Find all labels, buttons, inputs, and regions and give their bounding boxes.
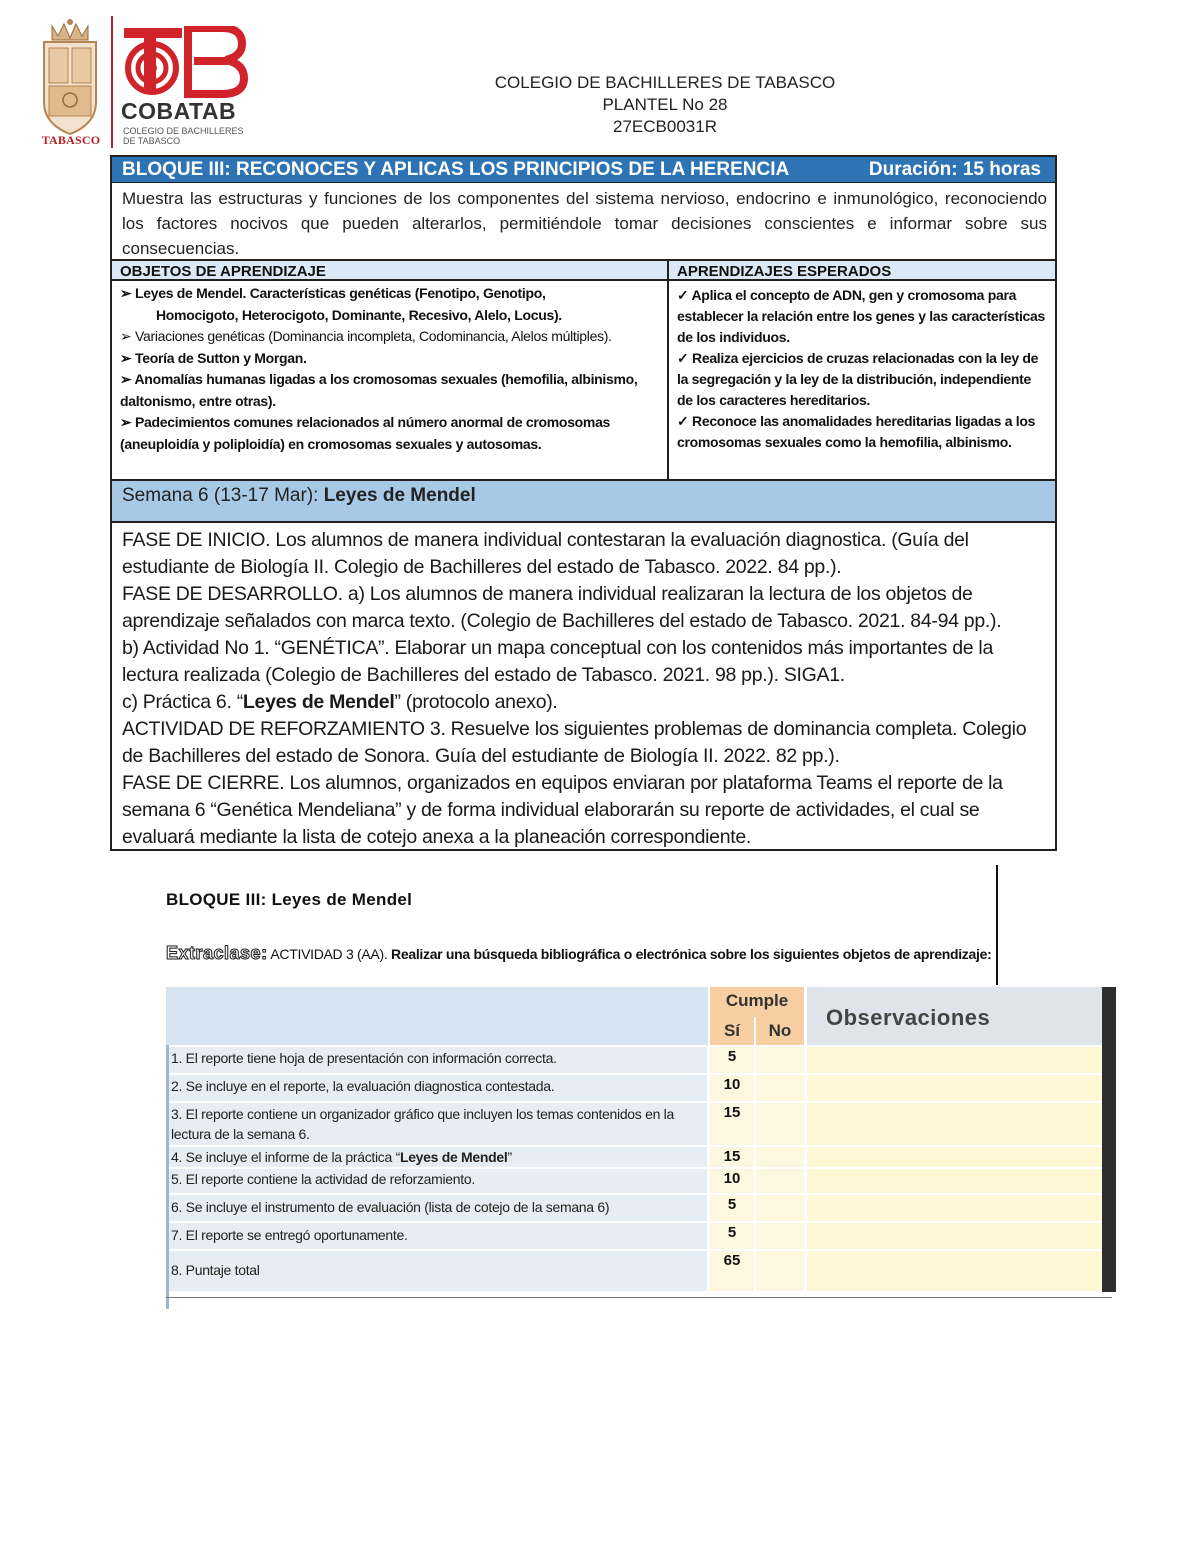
phase-desarrollo: FASE DE DESARROLLO. a) Los alumnos de manera individual realizaran la lectura de los objetos de aprendizaje señalados con marca texto. (Colegio de Bachilleres del estado de Tabasco. 2021. 84-94 pp.). (122, 583, 1002, 632)
coat-label: TABASCO (41, 133, 101, 147)
table-row: 8. Puntaje total 65 (166, 1251, 1102, 1291)
criteria-header (166, 987, 708, 1045)
list-item: ✓ Aplica el concepto de ADN, gen y cromosoma para establecer la relación entre los genes y las características de los individuos. (677, 287, 1045, 345)
block-duration: Duración: 15 horas (868, 159, 1041, 180)
table-bottom-border (166, 1297, 1112, 1298)
phase-activity-c: c) Práctica 6. “Leyes de Mendel” (protocolo anexo). (122, 691, 558, 713)
no-cell[interactable] (756, 1075, 804, 1101)
block-title-bar (112, 157, 1055, 183)
table-edge (1102, 987, 1116, 1292)
header-divider (111, 16, 113, 148)
school-plantel: PLANTEL No 28 (602, 95, 728, 114)
list-item: Homocigoto, Heterocigoto, Dominante, Recesivo, Alelo, Locus). (156, 306, 562, 323)
list-item: ➢ Padecimientos comunes relacionados al número anormal de cromosomas (aneuploidía y poliploidía) en cromosomas sexuales y autosomas. (120, 414, 611, 452)
list-item: ➢ Variaciones genéticas (Dominancia incompleta, Codominancia, Alelos múltiples). (120, 328, 612, 344)
objects-header: OBJETOS DE APRENDIZAJE (112, 261, 667, 281)
block-title: BLOQUE III: RECONOCES Y APLICAS LOS PRINCIPIOS DE LA HERENCIA (122, 159, 790, 180)
school-header (430, 72, 900, 138)
observation-cell[interactable] (807, 1169, 1102, 1193)
week-topic: Leyes de Mendel (323, 485, 476, 506)
observation-cell[interactable] (807, 1251, 1102, 1291)
logo-name: COBATAB (121, 98, 237, 124)
no-cell[interactable] (756, 1223, 804, 1249)
table-row: 1. El reporte tiene hoja de presentación con información correcta. 5 (166, 1047, 1102, 1073)
school-name: COLEGIO DE BACHILLERES DE TABASCO (494, 73, 836, 92)
phase-activity-b: b) Actividad No 1. “GENÉTICA”. Elaborar un mapa conceptual con los contenidos más importantes de la lectura realizada (Colegio de Bachilleres del estado de Tabasco. 2021. 98 pp.). SIGA1. (122, 637, 993, 686)
no-cell[interactable] (756, 1147, 804, 1167)
extraclase-instructions: Extraclase: ACTIVIDAD 3 (AA). Realizar una búsqueda bibliográfica o electrónica sobre los siguientes objetos de aprendizaje: (166, 943, 992, 963)
no-cell[interactable] (756, 1195, 804, 1221)
observations-label: Observaciones (826, 1005, 991, 1030)
expected-header: APRENDIZAJES ESPERADOS (669, 261, 1055, 281)
week-bar (112, 479, 1055, 523)
column-divider (667, 261, 669, 479)
logo-subtitle: COLEGIO DE BACHILLERES DE TABASCO (123, 126, 244, 146)
list-item: ➢ Leyes de Mendel. Características genéticas (Fenotipo, Genotipo, (120, 285, 546, 301)
table-row: 5. El reporte contiene la actividad de reforzamiento. 10 (166, 1169, 1102, 1193)
no-cell[interactable] (756, 1103, 804, 1145)
phase-cierre: FASE DE CIERRE. Los alumnos, organizados en equipos enviaran por plataforma Teams el reporte de la semana 6 “Genética Mendeliana” y de forma individual elaborarán su reporte de actividades, el cual se evaluará mediante la lista de cotejo anexa a la planeación correspondiente. (122, 772, 1003, 848)
observation-cell[interactable] (807, 1075, 1102, 1101)
list-item: ➢ Anomalías humanas ligadas a los cromosomas sexuales (hemofilia, albinismo, daltonismo, entre otras). (120, 371, 638, 409)
planning-table (110, 155, 1057, 851)
table-row: 6. Se incluye el instrumento de evaluación (lista de cotejo de la semana 6) 5 (166, 1195, 1102, 1221)
phase-reforzamiento: ACTIVIDAD DE REFORZAMIENTO 3. Resuelve los siguientes problemas de dominancia completa. Colegio de Bachilleres del estado de Sonora. Guía del estudiante de Biología II. 2022. 82 pp.). (122, 718, 1027, 767)
school-code: 27ECB0031R (613, 117, 717, 136)
expected-learning-list (677, 285, 1049, 453)
extraclase-label: Extraclase: (166, 943, 268, 963)
table-row: 7. El reporte se entregó oportunamente. 5 (166, 1223, 1102, 1249)
observation-cell[interactable] (807, 1047, 1102, 1073)
margin-line (996, 865, 998, 985)
phase-inicio: FASE DE INICIO. Los alumnos de manera individual contestaran la evaluación diagnostica. (Guía del estudiante de Biología II. Colegio de Bachilleres del estado de Tabasco. 2022. 84 pp.). (122, 529, 969, 578)
table-row: 3. El reporte contiene un organizador gráfico que incluyen los temas contenidos en la lectura de la semana 6. 15 (166, 1103, 1102, 1145)
list-item: ✓ Reconoce las anomalidades hereditarias ligadas a los cromosomas sexuales como la hemofilia, albinismo. (677, 413, 1036, 450)
si-header: Sí (710, 1017, 754, 1045)
no-cell[interactable] (756, 1169, 804, 1193)
observation-cell[interactable] (807, 1103, 1102, 1145)
observation-cell[interactable] (807, 1195, 1102, 1221)
table-row: 4. Se incluye el informe de la práctica “Leyes de Mendel” 15 (166, 1147, 1102, 1167)
table-row: 2. Se incluye en el reporte, la evaluación diagnostica contestada. 10 (166, 1075, 1102, 1101)
list-item: ➢ Teoría de Sutton y Morgan. (120, 349, 307, 366)
evaluation-checklist (166, 987, 1116, 1297)
week-label: Semana 6 (13-17 Mar): Leyes de Mendel (122, 485, 476, 506)
no-cell[interactable] (756, 1047, 804, 1073)
cumple-header: Cumple (710, 987, 804, 1017)
list-item: ✓ Realiza ejercicios de cruzas relacionadas con la ley de la segregación y la ley de la distribución, independiente de los caracteres hereditarios. (677, 350, 1039, 408)
section-title: BLOQUE III: Leyes de Mendel (166, 890, 413, 909)
table-left-border (166, 1045, 169, 1309)
no-cell[interactable] (756, 1251, 804, 1291)
observation-cell[interactable] (807, 1223, 1102, 1249)
no-header: No (756, 1017, 804, 1045)
block-purpose: Muestra las estructuras y funciones de los componentes del sistema nervioso, endocrino e inmunológico, reconociendo los factores nocivos que pueden alterarlos, permitiéndole tomar decisiones conscientes e informar sobre sus consecuencias. (122, 189, 1047, 258)
tabasco-coat-of-arms-icon (36, 16, 104, 148)
observation-cell[interactable] (807, 1147, 1102, 1167)
cobatab-logo-icon (118, 26, 248, 98)
learning-objects-list (120, 283, 660, 455)
activity-phases (122, 527, 1052, 851)
